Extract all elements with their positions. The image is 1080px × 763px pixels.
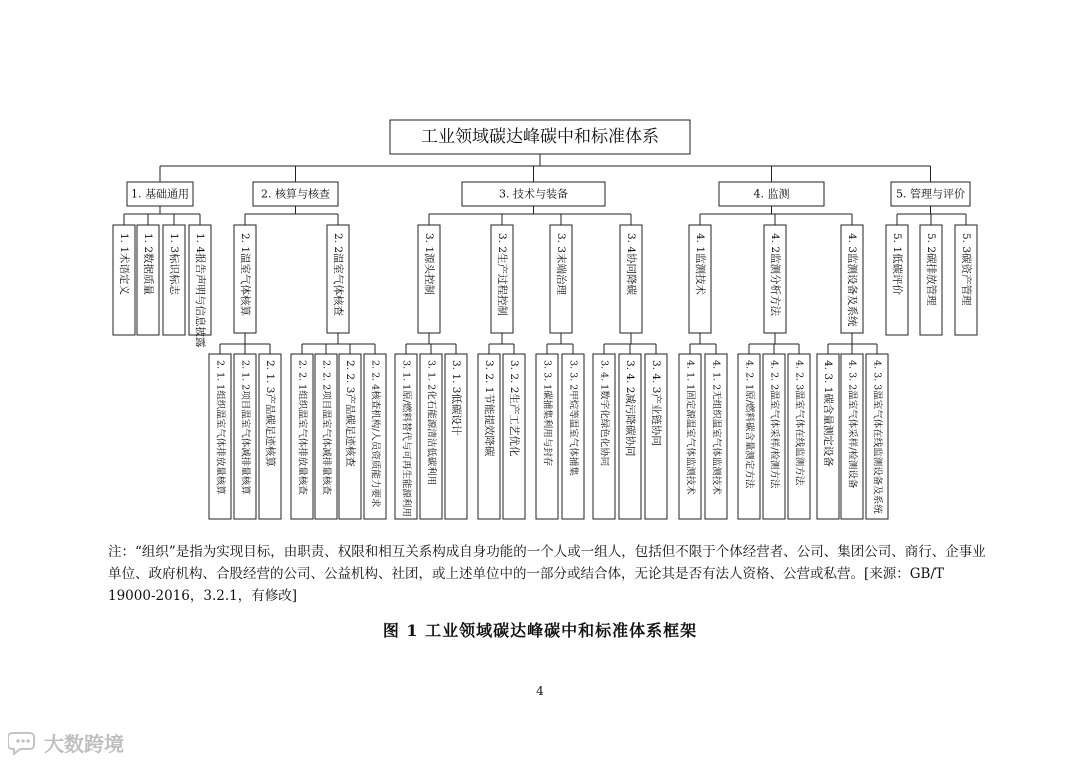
level3-label-3-4-3: 3. 4. 3产业链协同 — [650, 360, 662, 446]
level2-label-4-1: 4. 1监测技术 — [694, 233, 706, 296]
level2-label-1-1: 1. 1术语定义 — [118, 233, 130, 296]
page-number: 4 — [536, 684, 544, 698]
root-title: 工业领域碳达峰碳中和标准体系 — [421, 127, 659, 147]
level3-label-2-1-3: 2. 1. 3产品碳足迹核算 — [264, 360, 276, 467]
level2-label-2-2: 2. 2温室气体核查 — [332, 233, 344, 317]
level3-label-4-3-2: 4. 3. 2温室气体采样/检测设备 — [846, 360, 858, 489]
watermark-text: 大数跨境 — [44, 731, 124, 756]
level2-label-1-4: 1. 4报告声明与信息披露 — [194, 233, 206, 348]
level3-label-3-4-2: 3. 4. 2减污降碳协同 — [624, 360, 636, 457]
level3-label-3-1-1: 3. 1. 1原/燃料替代与可再生能源利用 — [400, 360, 412, 517]
level2-label-5-2: 5. 2碳排放管理 — [925, 233, 937, 306]
figure-caption: 图 1 工业领域碳达峰碳中和标准体系框架 — [382, 621, 698, 640]
watermark — [8, 726, 124, 758]
level3-label-2-2-3: 2. 2. 3产品碳足迹核查 — [344, 360, 356, 467]
level2-label-2-1: 2. 1温室气体核算 — [239, 233, 251, 317]
level2-label-5-3: 5. 3碳资产管理 — [960, 233, 972, 306]
level2-label-1-2: 1. 2数据质量 — [142, 233, 154, 296]
level3-label-4-2-1: 4. 2. 1原/燃料碳含量测定方法 — [743, 360, 755, 489]
level3-label-4-3-1: 4. 3. 1碳含量测定设备 — [822, 360, 834, 467]
level3-label-2-2-2: 2. 2. 2项目温室气体减排量核查 — [320, 360, 332, 495]
diagram-note: 注：“组织”是指为实现目标，由职责、权限和相互关系构成自身功能的一个人或一组人，包括但不限于个体经营者、公司、集团公司、商行、企事业单位、政府机构、合股经营的公司、公益机构、社团，或上述单位中的一部分或结合体，无论其是否有法人资格、公营或私营。[来源：GB/T 19000-2016，3.2.1，有修改] — [108, 544, 986, 604]
level2-label-4-3: 4. 3监测设备及系统 — [846, 233, 858, 327]
level2-label-1-3: 1. 3标识标志 — [168, 233, 180, 296]
level3-label-2-2-1: 2. 2. 1组织温室气体排放量核查 — [296, 360, 308, 495]
level3-label-2-2-4: 2. 2. 4核查机构/人员资质能力要求 — [369, 360, 381, 508]
category-label-3: 3. 技术与装备 — [499, 187, 568, 201]
level2-label-3-3: 3. 3末端治理 — [555, 233, 567, 296]
level3-label-4-1-2: 4. 1. 2无组织温室气体监测技术 — [710, 360, 722, 495]
category-label-2: 2. 核算与核查 — [261, 187, 330, 201]
level2-label-3-2: 3. 2生产过程控制 — [496, 233, 508, 317]
level2-label-4-2: 4. 2监测分析方法 — [769, 233, 781, 317]
category-label-1: 1. 基础通用 — [131, 187, 189, 201]
level3-label-4-3-3: 4. 3. 3温室气体在线监测设备及系统 — [871, 360, 883, 514]
level3-label-3-4-1: 3. 4. 1数字化绿色化协同 — [598, 360, 610, 467]
level3-label-2-1-1: 2. 1. 1组织温室气体排放量核算 — [214, 360, 226, 495]
level3-label-3-3-1: 3. 3. 1碳捕集利用与封存 — [541, 360, 553, 467]
level3-label-3-2-1: 3. 2. 1节能提效降碳 — [483, 360, 495, 457]
category-label-5: 5. 管理与评价 — [896, 187, 965, 201]
level2-label-3-4: 3. 4协同降碳 — [625, 233, 637, 296]
level2-label-5-1: 5. 1低碳评价 — [891, 233, 903, 296]
level2-label-3-1: 3. 1源头控制 — [423, 233, 435, 296]
level3-label-2-1-2: 2. 1. 2项目温室气体减排量核算 — [239, 360, 251, 495]
speech-bubble-logo-icon — [8, 729, 38, 755]
level3-label-3-1-3: 3. 1. 3低碳设计 — [450, 360, 462, 436]
level3-label-3-3-2: 3. 3. 2甲烷等温室气体捕集 — [567, 360, 579, 476]
level3-label-4-1-1: 4. 1. 1固定源温室气体监测技术 — [684, 360, 696, 495]
level3-label-3-1-2: 3. 1. 2化石能源清洁低碳利用 — [425, 360, 437, 486]
category-label-4: 4. 监测 — [753, 187, 790, 201]
level3-label-4-2-2: 4. 2. 2温室气体采样/检测方法 — [768, 360, 780, 489]
level3-label-4-2-3: 4. 2. 3温室气体在线监测方法 — [793, 360, 805, 486]
level3-label-3-2-2: 3. 2. 2生产工艺优化 — [508, 360, 520, 457]
